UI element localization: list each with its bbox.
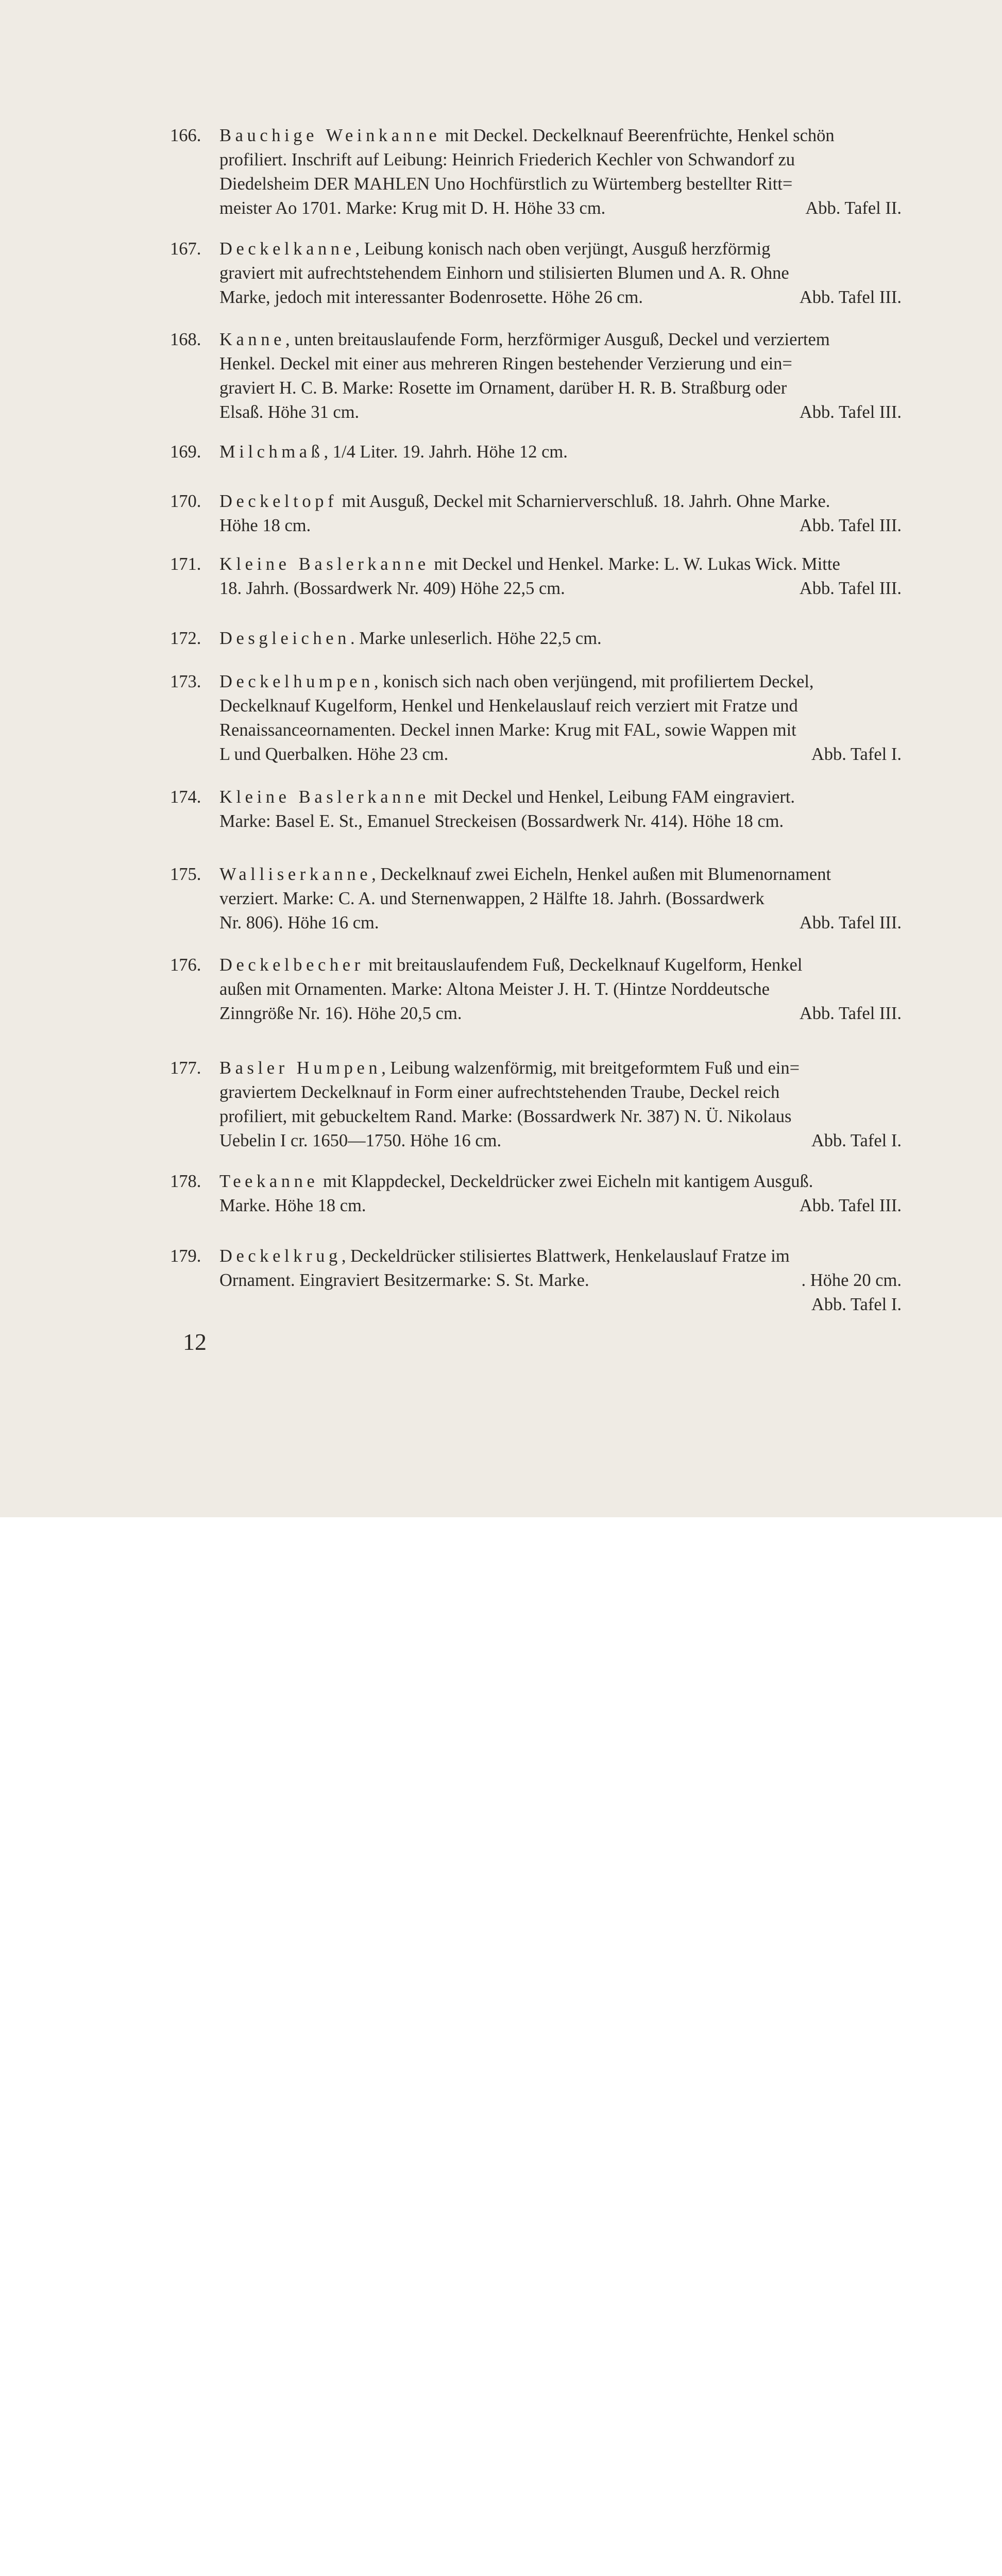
- plate-reference: Abb. Tafel III.: [799, 402, 902, 422]
- entry-text: [219, 489, 902, 538]
- entry-line: [219, 742, 902, 767]
- entry-text: [219, 670, 902, 767]
- plate-reference: Abb. Tafel III.: [799, 913, 902, 933]
- catalog-entry: [170, 626, 902, 651]
- entry-line: [219, 352, 902, 376]
- line-text: , konisch sich nach oben verjüngend, mit profiliertem Deckel,: [373, 672, 814, 691]
- item-title: Walliserkanne: [219, 865, 372, 884]
- line-text: verziert. Marke: C. A. und Sternenwappen, 2 Hälfte 18. Jahrh. (Bossardwerk: [219, 889, 765, 908]
- entry-line: [219, 376, 902, 400]
- plate-reference: Abb. Tafel I.: [811, 1131, 902, 1150]
- entry-text: [219, 862, 902, 935]
- line-text: Marke, jedoch mit interessanter Bodenrosette. Höhe 26 cm.: [219, 287, 643, 307]
- catalog-entry: [170, 552, 902, 601]
- footer-bar: [0, 1517, 1002, 1589]
- catalog-entry: [170, 237, 902, 310]
- line-text: mit Deckel. Deckelknauf Beerenfrüchte, Henkel schön: [440, 126, 835, 145]
- catalog-entry: [170, 785, 902, 834]
- item-title: Deckelkanne: [219, 239, 355, 259]
- line-text: Ornament. Eingraviert Besitzermarke: S. St. Marke.: [219, 1270, 589, 1290]
- entry-number: 174.: [170, 787, 201, 807]
- item-title: Deckelhumpen: [219, 672, 374, 691]
- line-text: graviert H. C. B. Marke: Rosette im Ornament, darüber H. R. B. Straßburg oder: [219, 378, 787, 398]
- plate-reference: Abb. Tafel III.: [799, 516, 902, 535]
- entry-line: [219, 809, 902, 834]
- catalog-entry: [170, 489, 902, 538]
- line-text: Zinngröße Nr. 16). Höhe 20,5 cm.: [219, 1004, 462, 1023]
- entry-line: [219, 1244, 902, 1268]
- item-title: Teekanne: [219, 1172, 319, 1191]
- plate-reference: Abb. Tafel I.: [811, 744, 902, 764]
- line-text: profiliert, mit gebuckeltem Rand. Marke: (Bossardwerk Nr. 387) N. Ü. Nikolaus: [219, 1107, 792, 1126]
- item-title: Bauchige Weinkanne: [219, 126, 441, 145]
- entry-line: [219, 148, 902, 172]
- line-text: profiliert. Inschrift auf Leibung: Heinrich Friederich Kechler von Schwandorf zu: [219, 150, 795, 170]
- entry-text: [219, 440, 902, 464]
- entry-number: 177.: [170, 1058, 201, 1078]
- item-title: Kleine Baslerkanne: [219, 787, 430, 807]
- entry-line: [219, 1129, 902, 1153]
- entry-line: [219, 785, 902, 809]
- line-text: Henkel. Deckel mit einer aus mehreren Ringen bestehender Verzierung und ein=: [219, 354, 792, 374]
- entry-line: [219, 261, 902, 285]
- entry-number: 172.: [170, 629, 201, 648]
- item-title: Basler Humpen: [219, 1058, 382, 1078]
- line-text: Marke. Höhe 18 cm.: [219, 1196, 366, 1215]
- line-text: mit Klappdeckel, Deckeldrücker zwei Eicheln mit kantigem Ausguß.: [318, 1172, 813, 1191]
- entry-line: [219, 626, 902, 651]
- entry-line: [219, 514, 902, 538]
- entry-line: [219, 1170, 902, 1194]
- item-title: Desgleichen: [219, 629, 351, 648]
- plate-reference: . Höhe 20 cm.: [801, 1270, 902, 1290]
- line-text: graviert mit aufrechtstehendem Einhorn und stilisierten Blumen und A. R. Ohne: [219, 263, 789, 283]
- entry-text: [219, 953, 902, 1026]
- plate-reference: Abb. Tafel I.: [811, 1295, 902, 1314]
- line-text: Marke: Basel E. St., Emanuel Streckeisen (Bossardwerk Nr. 414). Höhe 18 cm.: [219, 811, 784, 831]
- entry-line: [219, 577, 902, 601]
- entry-line: [219, 172, 902, 196]
- line-text: mit Ausguß, Deckel mit Scharnierverschluß. 18. Jahrh. Ohne Marke.: [337, 492, 830, 511]
- line-text: Elsaß. Höhe 31 cm.: [219, 402, 360, 422]
- line-text: meister Ao 1701. Marke: Krug mit D. H. Höhe 33 cm.: [219, 198, 606, 218]
- plate-reference: Abb. Tafel II.: [805, 198, 902, 218]
- entry-number: 170.: [170, 492, 201, 511]
- line-text: mit Deckel und Henkel, Leibung FAM eingraviert.: [429, 787, 795, 807]
- entry-line: [219, 718, 902, 742]
- line-text: Nr. 806). Höhe 16 cm.: [219, 913, 379, 933]
- entry-number: 169.: [170, 442, 201, 462]
- entry-line: [219, 694, 902, 718]
- entry-text: [219, 552, 902, 601]
- entry-line: [219, 1080, 902, 1105]
- entry-number: 166.: [170, 126, 201, 145]
- entry-line: [219, 237, 902, 261]
- entry-number: 179.: [170, 1246, 201, 1266]
- catalog-entry: [170, 1170, 902, 1218]
- line-text: , Leibung konisch nach oben verjüngt, Ausguß herzförmig: [355, 239, 771, 259]
- entry-line: [219, 285, 902, 310]
- entry-text: [219, 124, 902, 221]
- entry-text: [219, 328, 902, 425]
- line-text: L und Querbalken. Höhe 23 cm.: [219, 744, 449, 764]
- entry-number: 178.: [170, 1172, 201, 1191]
- catalog-entry: [170, 670, 902, 767]
- line-text: , Deckeldrücker stilisiertes Blattwerk, Henkelauslauf Fratze im: [341, 1246, 790, 1266]
- entry-line: [219, 1194, 902, 1218]
- item-title: Deckeltopf: [219, 492, 338, 511]
- entry-line: [219, 440, 902, 464]
- line-text: graviertem Deckelknauf in Form einer aufrechtstehenden Traube, Deckel reich: [219, 1082, 780, 1102]
- line-text: mit breitauslaufendem Fuß, Deckelknauf Kugelform, Henkel: [364, 955, 803, 975]
- entry-line: [219, 489, 902, 514]
- plate-reference: Abb. Tafel III.: [799, 287, 902, 307]
- line-text: Uebelin I cr. 1650—1750. Höhe 16 cm.: [219, 1131, 502, 1150]
- entry-line: [219, 400, 902, 425]
- line-text: Diedelsheim DER MAHLEN Uno Hochfürstlich zu Würtemberg bestellter Ritt=: [219, 174, 793, 194]
- entry-line: [219, 1056, 902, 1080]
- item-title: Kleine Baslerkanne: [219, 554, 430, 574]
- catalog-entry: [170, 1056, 902, 1153]
- entry-line: [219, 124, 902, 148]
- entry-line: [219, 977, 902, 1002]
- entry-text: [219, 1056, 902, 1153]
- line-text: , 1/4 Liter. 19. Jahrh. Höhe 12 cm.: [324, 442, 568, 462]
- catalog-entry: [170, 953, 902, 1026]
- entry-line: [219, 862, 902, 887]
- line-text: , unten breitauslaufende Form, herzförmiger Ausguß, Deckel und verziertem: [285, 330, 830, 349]
- catalog-entry: [170, 440, 902, 464]
- entry-line: [219, 1002, 902, 1026]
- line-text: mit Deckel und Henkel. Marke: L. W. Lukas Wick. Mitte: [429, 554, 840, 574]
- entry-line: [219, 670, 902, 694]
- entry-line: [219, 552, 902, 577]
- entry-number: 171.: [170, 554, 201, 574]
- catalog-entry: [170, 328, 902, 425]
- entry-line: [219, 1105, 902, 1129]
- line-text: 18. Jahrh. (Bossardwerk Nr. 409) Höhe 22,5 cm.: [219, 579, 565, 598]
- page-number: 12: [183, 1329, 207, 1355]
- entry-number: 175.: [170, 865, 201, 884]
- entry-number: 168.: [170, 330, 201, 349]
- item-title: Milchmaß: [219, 442, 324, 462]
- catalog-entry: [170, 1244, 902, 1317]
- entry-text: [219, 1170, 902, 1218]
- entry-line: [219, 887, 902, 911]
- line-text: , Deckelknauf zwei Eicheln, Henkel außen mit Blumenornament: [371, 865, 831, 884]
- entry-text: [219, 1244, 902, 1314]
- entry-number: 167.: [170, 239, 201, 259]
- entry-text: [219, 785, 902, 834]
- line-text: Renaissanceornamenten. Deckel innen Marke: Krug mit FAL, sowie Wappen mit: [219, 720, 796, 740]
- item-title: Deckelkrug: [219, 1246, 342, 1266]
- line-text: , Leibung walzenförmig, mit breitgeformtem Fuß und ein=: [381, 1058, 800, 1078]
- plate-reference: Abb. Tafel III.: [799, 1004, 902, 1023]
- entry-line: [219, 328, 902, 352]
- item-title: Kanne: [219, 330, 285, 349]
- entry-line: [219, 911, 902, 935]
- entry-line: [219, 1268, 902, 1293]
- entry-text: [219, 626, 902, 651]
- line-text: außen mit Ornamenten. Marke: Altona Meister J. H. T. (Hintze Norddeutsche: [219, 979, 770, 999]
- line-text: . Marke unleserlich. Höhe 22,5 cm.: [350, 629, 602, 648]
- entry-line: [219, 196, 902, 221]
- entry-line: [219, 953, 902, 977]
- catalog-entry: [170, 124, 902, 221]
- entry-number: 173.: [170, 672, 201, 691]
- line-text: Höhe 18 cm.: [219, 516, 311, 535]
- entry-number: 176.: [170, 955, 201, 975]
- plate-reference: Abb. Tafel III.: [799, 1196, 902, 1215]
- plate-reference: Abb. Tafel III.: [799, 579, 902, 598]
- line-text: Deckelknauf Kugelform, Henkel und Henkelauslauf reich verziert mit Fratze und: [219, 696, 798, 716]
- item-title: Deckelbecher: [219, 955, 364, 975]
- entry-text: [219, 237, 902, 310]
- catalog-entry: [170, 862, 902, 935]
